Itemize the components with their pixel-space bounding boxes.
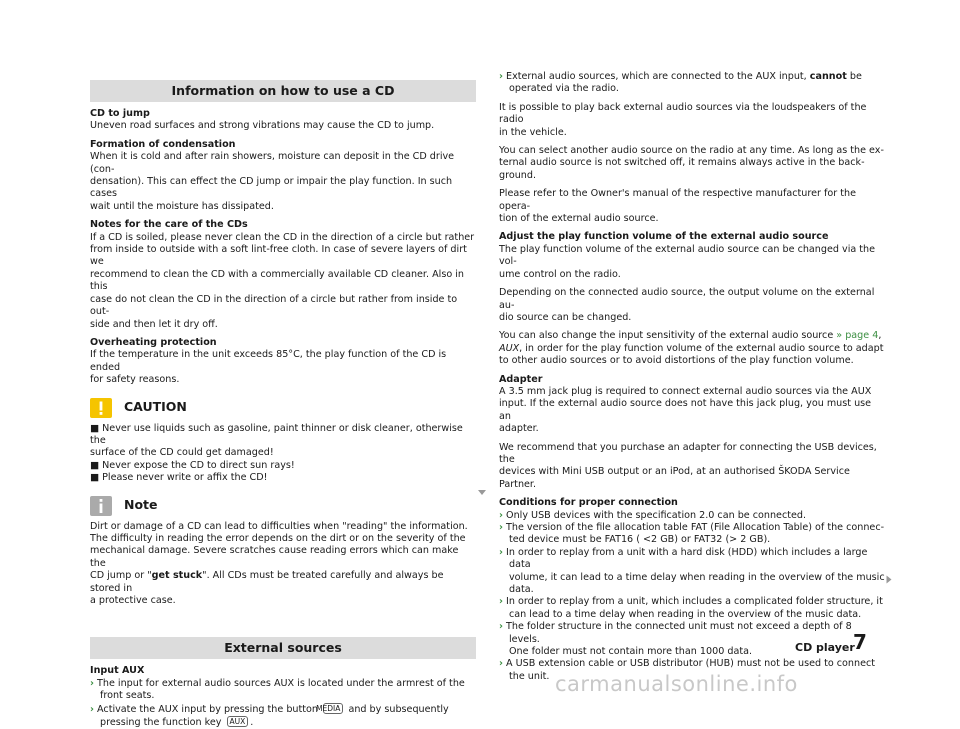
aux-bullet-2 [90,703,476,716]
aux-bullet-1-text: The input for external audio sources AUX is located under the armrest of the [97,677,465,689]
right-p6-post: , [878,330,882,342]
condensation-line: wait until the moisture has dissipated. [90,200,274,212]
adjust-volume-heading: Adjust the play function volume of the external audio source [499,231,829,243]
aux-bullet-1 [90,678,476,690]
note-bold-term: get stuck [151,570,203,582]
text-line: We recommend that you purchase an adapter for connecting the USB devices, the [499,441,877,465]
condition-cont: ted device must be FAT16 ( <2 GB) or FAT32 (> 2 GB). [509,534,771,546]
care-block [90,219,476,331]
aux-bullet-3 [499,71,885,83]
text-line: input. If the external audio source does not have this jack plug, you must use an [499,398,872,422]
note-line: mechanical damage. Severe scratches cause reading errors which can make the [90,545,459,569]
condition-item [499,522,885,547]
conditions-heading: Conditions for proper connection [499,497,678,509]
condition-cont: the unit. [509,670,550,682]
chevron-right-icon: › [499,509,503,521]
right-p7 [499,442,885,492]
overheating-heading: Overheating protection [90,336,217,348]
condition-item [499,596,885,621]
right-p4 [499,188,885,225]
text-line: Depending on the connected audio source, the output volume on the external au- [499,287,875,311]
adapter-heading: Adapter [499,373,543,385]
chapter-title: CD player [795,641,855,654]
condition-line [499,596,885,608]
note-line-post: ". All CDs must be treated carefully and always be stored in [90,570,444,594]
note-line-pre: CD jump or " [90,570,152,582]
right-p1-post: be [849,71,862,82]
section-title-cd-info: Information on how to use a CD [90,80,476,102]
chevron-right-icon: › [499,71,503,82]
text-line: ume control on the radio. [499,268,621,280]
text-line: The play function volume of the external audio source can be changed via the vol- [499,243,876,268]
overheating-block [90,337,476,387]
aux-italic-term: AUX [499,342,520,354]
text-line: dio source can be changed. [499,311,632,323]
cd-jump-text: Uneven road surfaces and strong vibrations may cause the CD to jump. [90,120,435,132]
text-line: to other audio sources or to avoid distortions of the play function volume. [499,355,854,367]
watermark-text: carmanualsonline.info [555,672,798,696]
aux-key-label: AUX [227,716,249,727]
condition-cont: volume, it can lead to a time delay when reading in the overview of the music [509,571,885,583]
condition-cont: data. [509,584,534,596]
caution-title: CAUTION [124,399,187,415]
page-number: 7 [853,630,867,654]
chevron-right-icon: › [499,546,503,558]
condensation-line: densation). This can effect the CD jump or impair the play function. In such cases [90,176,453,200]
chevron-right-icon: › [499,621,503,633]
media-key-label: MEDIA [323,703,343,714]
text-line: You can select another audio source on the radio at any time. As long as the ex- [499,145,884,157]
page-4-link[interactable]: » page 4 [836,330,879,342]
info-icon [90,496,112,516]
right-p6-line2: , in order for the play function volume of the external audio source to adapt [519,342,884,354]
care-heading: Notes for the care of the CDs [90,219,248,231]
continue-marker [887,576,892,584]
aux-bullet-2-cont [90,716,476,729]
note-title: Note [124,497,158,513]
note-line: The difficulty in reading the error depends on the dirt or on the severity of the [90,532,466,544]
condition-text: The version of the file allocation table FAT (File Allocation Table) of the connec- [506,522,885,533]
text-line: tion of the external audio source. [499,213,659,225]
care-line: recommend to clean the CD with a commercially available CD cleaner. Also in this [90,268,464,293]
caution-icon [90,398,112,418]
note-line [90,570,476,595]
right-p1-line2: operated via the radio. [509,83,619,95]
right-p6 [499,330,885,367]
chevron-right-icon: › [499,596,503,608]
right-p1-bold: cannot [809,71,847,82]
chevron-right-icon: › [499,522,503,533]
adapter-block [499,374,885,436]
caution-item: surface of the CD could get damaged! [90,447,274,459]
caution-item: ■ Never use liquids such as gasoline, paint thinner or disk cleaner, otherwise the [90,422,463,446]
left-column [90,0,476,729]
care-line: side and then let it dry off. [90,318,218,330]
cd-jump-block [90,108,476,133]
right-column [499,0,885,683]
cd-jump-heading: CD to jump [90,108,150,119]
text-line [499,330,885,342]
aux-bullet-2-line2: pressing the function key [100,717,222,729]
section-title-external: External sources [90,637,476,659]
text-line: Please refer to the Owner's manual of the respective manufacturer for the opera- [499,188,856,212]
overheating-line: for safety reasons. [90,374,180,386]
condition-line [499,522,885,534]
condition-text: The folder structure in the connected unit must not exceed a depth of 8 levels. [506,621,852,645]
text-line: ground. [499,169,536,181]
care-line: case do not clean the CD in the direction of a circle but rather from inside to out- [90,293,458,318]
text-line: It is possible to play back external audio sources via the loudspeakers of the radio [499,101,867,126]
note-line: a protective case. [90,595,176,606]
text-line: in the vehicle. [499,126,567,138]
conditions-block [499,497,885,683]
condition-cont: One folder must not contain more than 1000 data. [509,646,753,658]
right-p3 [499,145,885,182]
right-p5 [499,287,885,324]
caution-header [90,397,476,419]
condition-text: A USB extension cable or USB distributor (HUB) must not be used to connect [506,658,876,670]
aux-bullet-2-post: and by subsequently [348,703,449,715]
note-text [90,521,476,608]
right-p1-pre: External audio sources, which are connected to the AUX input, [506,71,807,82]
condition-item [499,510,885,522]
care-line: If a CD is soiled, please never clean the CD in the direction of a circle but rather [90,231,475,243]
caution-item: ■ Please never write or affix the CD! [90,472,268,484]
chevron-right-icon: › [499,658,503,670]
condition-line [499,510,885,522]
text-line: devices with Mini USB output or an iPod, at an authorised ŠKODA Service Partner. [499,466,850,490]
condition-text: Only USB devices with the specification 2.0 can be connected. [506,509,807,521]
condensation-heading: Formation of condensation [90,138,236,150]
section-end-marker [478,490,486,495]
adjust-volume-block [499,231,885,281]
condition-line [499,547,885,572]
input-aux-heading: Input AUX [90,665,145,677]
right-p6-pre: You can also change the input sensitivity of the external audio source [499,330,834,342]
text-line: adapter. [499,423,539,435]
condition-line [499,658,885,670]
aux-bullet-1-cont: front seats. [100,690,155,702]
aux-bullet-2-end: . [250,717,254,729]
text-line: A 3.5 mm jack plug is required to connect external audio sources via the AUX [499,385,872,397]
caution-list [90,423,476,485]
condition-text: In order to replay from a unit, which includes a complicated folder structure, it [506,596,883,608]
condensation-line: When it is cold and after rain showers, moisture can deposit in the CD drive (con- [90,151,455,175]
note-line: Dirt or damage of a CD can lead to difficulties when "reading" the information. [90,520,468,532]
text-line [499,343,885,355]
overheating-line: If the temperature in the unit exceeds 85°C, the play function of the CD is ended [90,349,447,373]
condition-text: In order to replay from a unit with a hard disk (HDD) which includes a large data [506,546,868,571]
text-line: ternal audio source is not switched off, it remains always active in the back- [499,157,865,169]
note-header [90,495,476,517]
condensation-block [90,139,476,213]
chevron-right-icon: › [90,677,94,689]
caution-item: ■ Never expose the CD to direct sun rays! [90,459,295,471]
right-p2 [499,102,885,139]
care-line: from inside to outside with a soft lint-free cloth. In case of severe layers of dirt we [90,244,467,268]
condition-item [499,547,885,597]
condition-cont: can lead to a time delay when reading in the overview of the music data. [509,608,862,620]
aux-bullet-2-pre: Activate the AUX input by pressing the button [97,703,318,715]
chevron-right-icon: › [90,703,94,715]
